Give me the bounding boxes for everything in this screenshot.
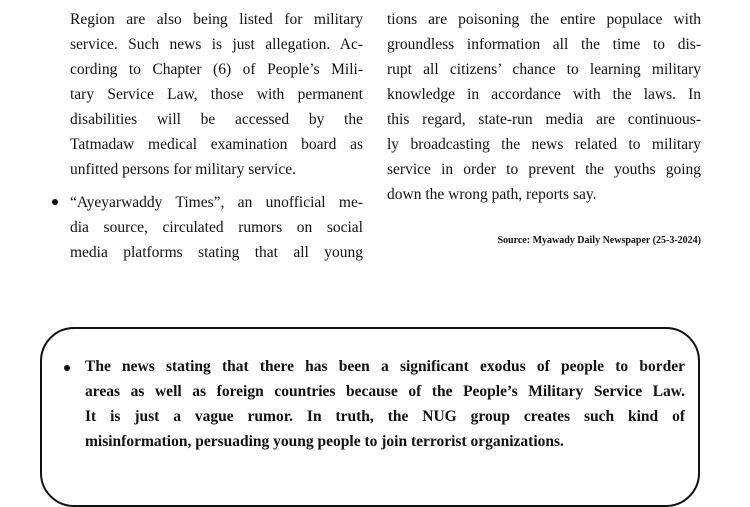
highlight-box-text [85,353,685,453]
left-para1 [48,7,363,182]
text-line: tary Service Law, those with permanent [70,86,363,103]
text-line: service. Such news is just allegation. Ac- [70,36,363,53]
source-citation: Source: Myawady Daily Newspaper (25-3-2024) [497,235,701,246]
text-line: down the wrong path, reports say. [387,186,597,203]
text-line: rupt all citizens’ chance to learning military [387,61,701,78]
text-line: “Ayeyarwaddy Times”, an unofficial me- [70,194,363,211]
text-line: The news stating that there has been a significant exodus of people to border [85,358,685,375]
text-line: this regard, state-run media are continuous- [387,111,701,128]
text-line: misinformation, persuading young people to join terrorist organizations. [85,433,564,450]
text-line: tions are poisoning the entire populace with [387,11,701,28]
text-line: groundless information all the time to dis- [387,36,701,53]
text-line: areas as well as foreign countries because of the People’s Military Service Law. [85,383,685,400]
text-line: Tatmadaw medical examination board as [70,136,363,153]
text-line: dia source, circulated rumors on social [70,219,363,236]
right-paragraph [387,7,701,207]
text-line: cording to Chapter (6) of People’s Mili- [70,61,363,78]
left-bullet-item [48,190,363,265]
text-line: media platforms stating that all young [70,244,363,261]
text-line: knowledge in accordance with the laws. In [387,86,701,103]
text-line: ly broadcasting the news related to military [387,136,701,153]
text-line: It is just a vague rumor. In truth, the NUG group creates such kind of [85,408,685,425]
text-line: service in order to prevent the youths going [387,161,701,178]
bullet-icon [64,365,70,371]
bullet-icon [52,199,58,205]
text-line: unfitted persons for military service. [70,161,296,178]
text-line: Region are also being listed for military [70,11,363,28]
text-line: disabilities will be accessed by the [70,111,363,128]
